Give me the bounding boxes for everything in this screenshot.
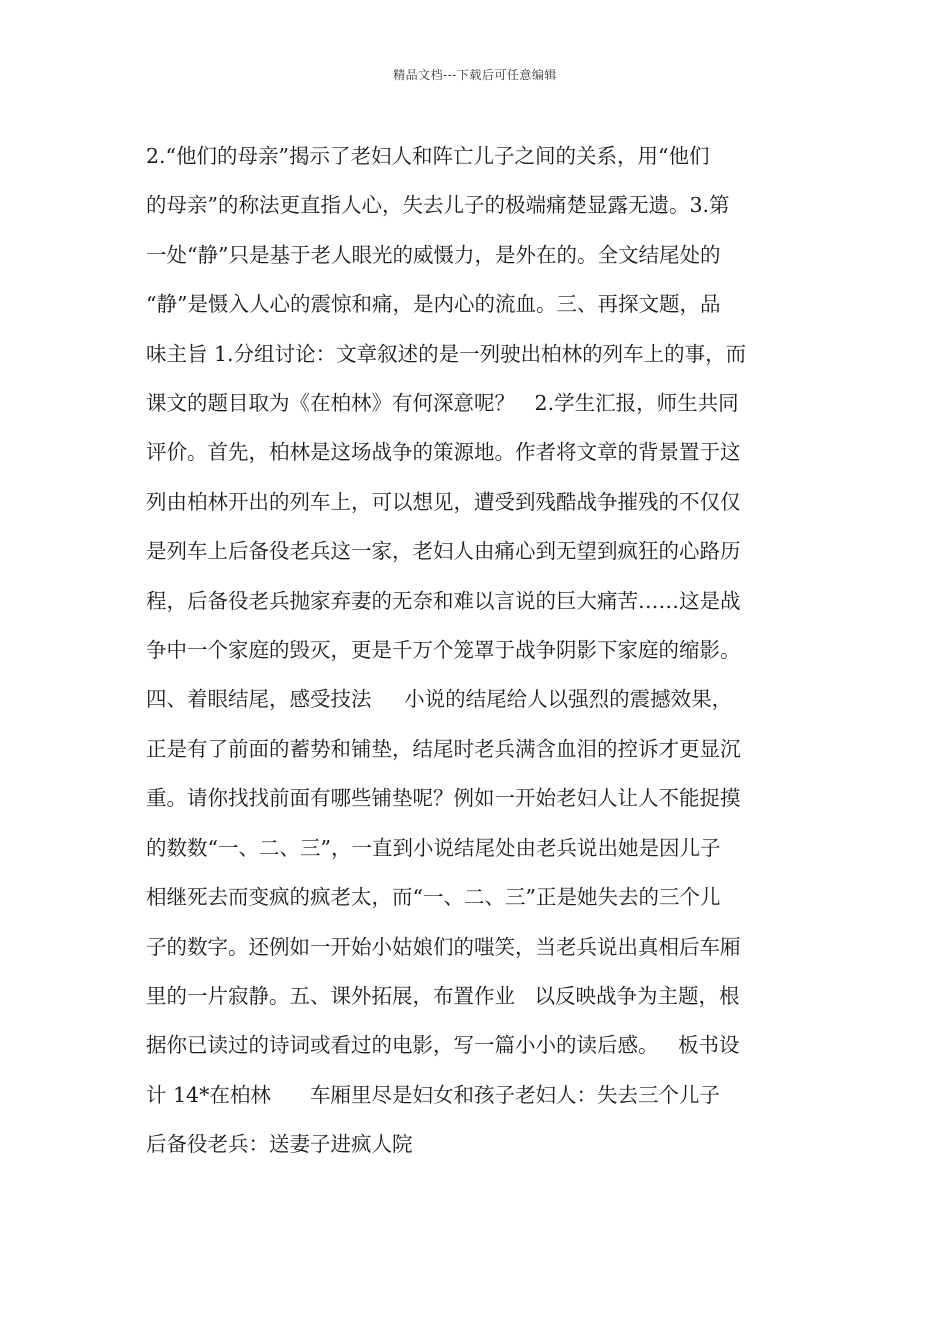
text-line: 里的一片寂静。五、课外拓展，布置作业 以反映战争为主题，根 — [146, 983, 740, 1008]
text-line: 的母亲”的称法更直指人心，失去儿子的极端痛楚显露无遗。3.第 — [146, 193, 730, 218]
text-line: 是列车上后备役老兵这一家，老妇人由痛心到无望到疯狂的心路历 — [146, 539, 741, 564]
text-line: 四、着眼结尾，感受技法 小说的结尾给人以强烈的震撼效果， — [146, 687, 733, 712]
body-text — [146, 132, 810, 1170]
text-line: 评价。首先，柏林是这场战争的策源地。作者将文章的背景置于这 — [146, 440, 741, 465]
text-line: 正是有了前面的蓄势和铺垫，结尾时老兵满含血泪的控诉才更显沉 — [146, 736, 741, 761]
text-line: 据你已读过的诗词或看过的电影，写一篇小小的读后感。 板书设 — [146, 1033, 740, 1058]
text-line: 相继死去而变疯的疯老太，而“一、二、三”正是她失去的三个儿 — [146, 885, 721, 910]
text-line: 程，后备役老兵抛家弃妻的无奈和难以言说的巨大痛苦……这是战 — [146, 588, 741, 613]
text-line: 后备役老兵：送妻子进疯人院 — [146, 1132, 413, 1157]
text-line: 争中一个家庭的毁灭，更是千万个笼罩于战争阴影下家庭的缩影。 — [146, 638, 741, 663]
text-line: 一处“静”只是基于老人眼光的威慑力，是外在的。全文结尾处的 — [146, 242, 721, 267]
text-line: “静”是慑入人心的震惊和痛，是内心的流血。三、再探文题，品 — [146, 292, 721, 317]
text-line: 重。请你找找前面有哪些铺垫呢？例如一开始老妇人让人不能捉摸 — [146, 786, 741, 811]
text-line: 2.“他们的母亲”揭示了老妇人和阵亡儿子之间的关系，用“他们 — [146, 144, 710, 168]
text-line: 课文的题目取为《在柏林》有何深意呢？ 2.学生汇报，师生共同 — [146, 391, 739, 416]
text-line: 计 14*在柏林 车厢里尽是妇女和孩子老妇人：失去三个儿子 — [146, 1082, 720, 1107]
text-line: 味主旨 1.分组讨论：文章叙述的是一列驶出柏林的列车上的事，而 — [146, 341, 747, 366]
page-header: 精品文档---下载后可任意编辑 — [393, 68, 557, 82]
text-line: 列由柏林开出的列车上，可以想见，遭受到残酷战争摧残的不仅仅 — [146, 489, 741, 514]
text-line: 子的数字。还例如一开始小姑娘们的嗤笑，当老兵说出真相后车厢 — [146, 934, 741, 959]
text-line: 的数数“一、二、三”，一直到小说结尾处由老兵说出她是因儿子 — [146, 835, 721, 860]
